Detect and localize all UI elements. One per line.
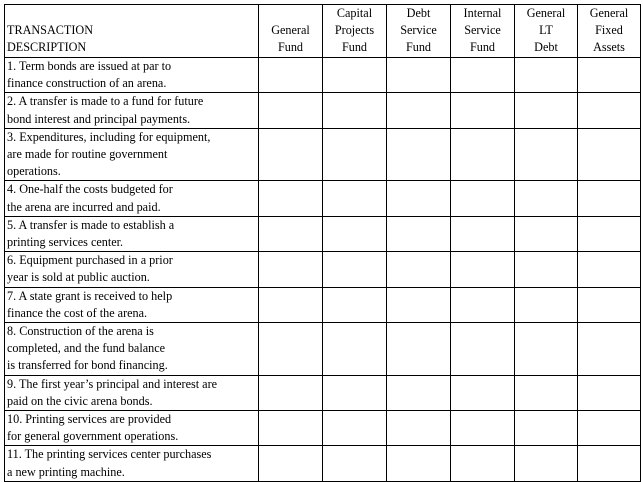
fund-answer-cell[interactable] — [323, 93, 387, 128]
fund-answer-cell[interactable] — [387, 181, 451, 216]
header-line: Service — [464, 23, 501, 37]
fund-answer-cell[interactable] — [578, 287, 641, 322]
header-capital-projects-fund — [323, 5, 387, 58]
header-line: Service — [400, 23, 437, 37]
fund-answer-cell[interactable] — [578, 252, 641, 287]
fund-answer-cell[interactable] — [515, 93, 578, 128]
fund-answer-cell[interactable] — [515, 446, 578, 481]
transaction-description — [5, 58, 259, 93]
description-line: 11. The printing services center purchases — [7, 447, 212, 462]
description-line: operations. — [7, 164, 61, 179]
header-line: Fixed — [595, 23, 623, 37]
table-row — [5, 252, 641, 287]
fund-answer-cell[interactable] — [387, 93, 451, 128]
fund-answer-cell[interactable] — [515, 216, 578, 251]
header-general-fund — [259, 5, 323, 58]
fund-answer-cell[interactable] — [259, 128, 323, 181]
fund-answer-cell[interactable] — [578, 323, 641, 376]
description-line: 9. The first year’s principal and interest are — [7, 376, 218, 391]
description-line: 1. Term bonds are issued at par to — [7, 59, 172, 73]
table-row — [5, 446, 641, 481]
transaction-rows — [5, 58, 641, 482]
fund-answer-cell[interactable] — [259, 252, 323, 287]
transaction-description — [5, 252, 259, 287]
header-line: Fund — [277, 40, 304, 54]
table-row — [5, 216, 641, 251]
transaction-description — [5, 93, 259, 128]
fund-answer-cell[interactable] — [578, 128, 641, 181]
fund-answer-cell[interactable] — [451, 446, 515, 481]
header-row — [5, 5, 641, 58]
fund-answer-cell[interactable] — [259, 375, 323, 410]
fund-answer-cell[interactable] — [323, 375, 387, 410]
header-line: TRANSACTION — [7, 23, 93, 37]
table-row — [5, 375, 641, 410]
fund-answer-cell[interactable] — [451, 287, 515, 322]
fund-answer-cell[interactable] — [387, 287, 451, 322]
fund-answer-cell[interactable] — [578, 93, 641, 128]
header-line: Assets — [593, 40, 625, 54]
description-line: is transferred for bond financing. — [7, 358, 168, 373]
table-row — [5, 128, 641, 181]
fund-answer-cell[interactable] — [578, 375, 641, 410]
fund-answer-cell[interactable] — [578, 411, 641, 446]
header-debt-service-fund — [387, 5, 451, 58]
transaction-description — [5, 181, 259, 216]
description-line: a new printing machine. — [7, 464, 125, 479]
description-line: 10. Printing services are provided — [7, 412, 172, 427]
fund-answer-cell[interactable] — [259, 446, 323, 481]
description-line: paid on the civic arena bonds. — [7, 393, 153, 408]
description-line: 5. A transfer is made to establish a — [7, 217, 175, 232]
fund-answer-cell[interactable] — [323, 181, 387, 216]
header-line: Fund — [341, 40, 368, 54]
description-line: year is sold at public auction. — [7, 270, 150, 285]
header-line: LT — [539, 23, 553, 37]
fund-answer-cell[interactable] — [259, 323, 323, 376]
description-line: 3. Expenditures, including for equipment, — [7, 129, 211, 144]
fund-answer-cell[interactable] — [387, 252, 451, 287]
description-line: printing services center. — [7, 235, 124, 250]
fund-answer-cell[interactable] — [259, 216, 323, 251]
fund-answer-cell[interactable] — [323, 446, 387, 481]
description-line: finance construction of an arena. — [7, 76, 167, 91]
fund-answer-cell[interactable] — [451, 128, 515, 181]
fund-answer-cell[interactable] — [515, 58, 578, 93]
table-row — [5, 58, 641, 93]
description-line: the arena are incurred and paid. — [7, 199, 161, 214]
header-line: Projects — [334, 23, 375, 37]
fund-answer-cell[interactable] — [578, 446, 641, 481]
fund-answer-cell[interactable] — [515, 323, 578, 376]
fund-answer-cell[interactable] — [259, 58, 323, 93]
transaction-description — [5, 128, 259, 181]
header-line: Internal — [463, 6, 502, 20]
table-row — [5, 181, 641, 216]
header-transaction-description — [5, 5, 259, 58]
fund-answer-cell[interactable] — [387, 216, 451, 251]
fund-answer-cell[interactable] — [578, 181, 641, 216]
fund-answer-cell[interactable] — [387, 128, 451, 181]
fund-answer-cell[interactable] — [578, 58, 641, 93]
fund-answer-cell[interactable] — [451, 375, 515, 410]
header-line: General — [589, 6, 629, 20]
header-line: Debt — [406, 6, 431, 20]
fund-answer-cell[interactable] — [515, 411, 578, 446]
description-line: 7. A state grant is received to help — [7, 288, 173, 303]
fund-answer-cell[interactable] — [451, 323, 515, 376]
description-line: completed, and the fund balance — [7, 341, 166, 356]
fund-answer-cell[interactable] — [451, 252, 515, 287]
transaction-description — [5, 216, 259, 251]
transaction-description — [5, 375, 259, 410]
fund-answer-cell[interactable] — [515, 287, 578, 322]
fund-answer-cell[interactable] — [323, 128, 387, 181]
transaction-fund-worksheet — [4, 4, 641, 482]
header-line: Fund — [469, 40, 496, 54]
fund-answer-cell[interactable] — [515, 181, 578, 216]
transaction-description — [5, 446, 259, 481]
description-line: 6. Equipment purchased in a prior — [7, 253, 173, 268]
fund-answer-cell[interactable] — [515, 128, 578, 181]
table-row — [5, 287, 641, 322]
description-line: bond interest and principal payments. — [7, 111, 191, 126]
fund-answer-cell[interactable] — [451, 411, 515, 446]
fund-answer-cell[interactable] — [387, 411, 451, 446]
header-general-fixed-assets — [578, 5, 641, 58]
description-line: 2. A transfer is made to a fund for future — [7, 94, 204, 109]
header-internal-service-fund — [451, 5, 515, 58]
fund-answer-cell[interactable] — [387, 375, 451, 410]
description-line: are made for routine government — [7, 147, 168, 162]
fund-answer-cell[interactable] — [259, 181, 323, 216]
table-row — [5, 411, 641, 446]
header-line: Fund — [405, 40, 432, 54]
fund-answer-cell[interactable] — [259, 411, 323, 446]
fund-answer-cell[interactable] — [578, 216, 641, 251]
fund-answer-cell[interactable] — [323, 252, 387, 287]
header-line: Debt — [534, 40, 558, 54]
table-row — [5, 93, 641, 128]
fund-answer-cell[interactable] — [451, 93, 515, 128]
header-line: General — [271, 23, 310, 37]
fund-answer-cell[interactable] — [259, 93, 323, 128]
transaction-description — [5, 411, 259, 446]
description-line: 8. Construction of the arena is — [7, 324, 154, 339]
description-line: finance the cost of the arena. — [7, 305, 148, 320]
description-line: for general government operations. — [7, 429, 179, 444]
table-row — [5, 323, 641, 376]
header-line: Capital — [336, 6, 373, 20]
fund-answer-cell[interactable] — [387, 58, 451, 93]
fund-answer-cell[interactable] — [259, 287, 323, 322]
fund-answer-cell[interactable] — [323, 216, 387, 251]
fund-answer-cell[interactable] — [451, 181, 515, 216]
fund-answer-cell[interactable] — [323, 323, 387, 376]
fund-answer-cell[interactable] — [387, 323, 451, 376]
fund-answer-cell[interactable] — [323, 411, 387, 446]
fund-answer-cell[interactable] — [515, 375, 578, 410]
header-line: General — [526, 6, 566, 20]
header-line: DESCRIPTION — [7, 40, 87, 54]
description-line: 4. One-half the costs budgeted for — [7, 182, 173, 197]
transaction-description — [5, 323, 259, 376]
fund-answer-cell[interactable] — [515, 252, 578, 287]
fund-answer-cell[interactable] — [323, 287, 387, 322]
header-general-lt-debt — [515, 5, 578, 58]
fund-answer-cell[interactable] — [451, 58, 515, 93]
fund-answer-cell[interactable] — [451, 216, 515, 251]
transaction-description — [5, 287, 259, 322]
fund-answer-cell[interactable] — [387, 446, 451, 481]
fund-answer-cell[interactable] — [323, 58, 387, 93]
